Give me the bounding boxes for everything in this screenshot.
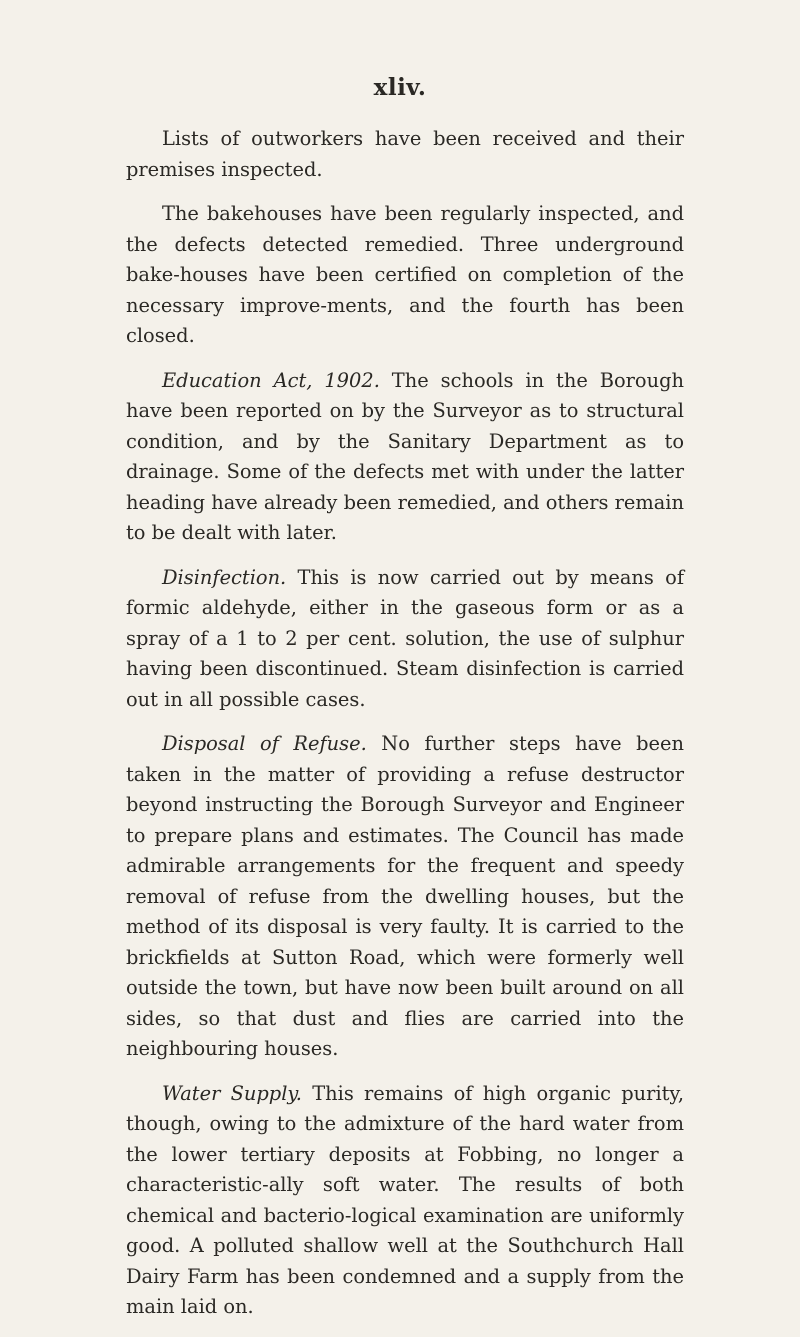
paragraph-text: The schools in the Borough have been reported on by the Surveyor as to structural condition, and by the Sanitary Department as to drainage. Some of the defects met with under the latter heading have already been remedied, and others remain to be dealt with later. <box>126 368 684 544</box>
paragraph-disinfection <box>126 563 684 716</box>
paragraph-water-supply <box>126 1079 684 1323</box>
paragraph-heading: Water Supply. <box>162 1081 302 1105</box>
paragraph-text: Lists of outworkers have been received and their premises inspected. <box>126 127 684 181</box>
paragraph-text: The bakehouses have been regularly inspected, and the defects detected remedied. Three underground bake-houses have been certified on completion of the necessary improve-ments, and the fourth has been closed. <box>126 202 684 347</box>
paragraph-education-act <box>126 366 684 549</box>
paragraph-outworkers <box>126 124 684 185</box>
paragraph-bakehouses <box>126 199 684 352</box>
paragraph-heading: Disposal of Refuse. <box>162 732 367 755</box>
page-number: xliv. <box>373 74 427 101</box>
paragraph-text: This remains of high organic purity, though, owing to the admixture of the hard water from the lower tertiary deposits at Fobbing, no longer a characteristic-ally soft water. The results of both chemical and bacterio-logical examination are uniformly good. A polluted shallow well at the Southchurch Hall Dairy Farm has been condemned and a supply from the main laid on. <box>126 1081 684 1318</box>
paragraph-disposal-of-refuse <box>126 729 684 1065</box>
paragraph-text: No further steps have been taken in the matter of providing a refuse destructor beyond instructing the Borough Surveyor and Engineer to prepare plans and estimates. The Council has made admirable arrangements for the frequent and speedy removal of refuse from the dwelling houses, but the method of its disposal is very faulty. It is carried to the brickfields at Sutton Road, which were formerly well outside the town, but have now been built around on all sides, so that dust and flies are carried into the neighbouring houses. <box>126 732 684 1060</box>
paragraph-heading: Disinfection. <box>162 565 287 589</box>
body-text <box>126 124 684 1337</box>
paragraph-heading: Education Act, 1902. <box>162 368 380 392</box>
paragraph-text: This is now carried out by means of formic aldehyde, either in the gaseous form or as a spray of a 1 to 2 per cent. solution, the use of sulphur having been discontinued. Steam disinfection is carried out in all possible cases. <box>126 565 684 711</box>
